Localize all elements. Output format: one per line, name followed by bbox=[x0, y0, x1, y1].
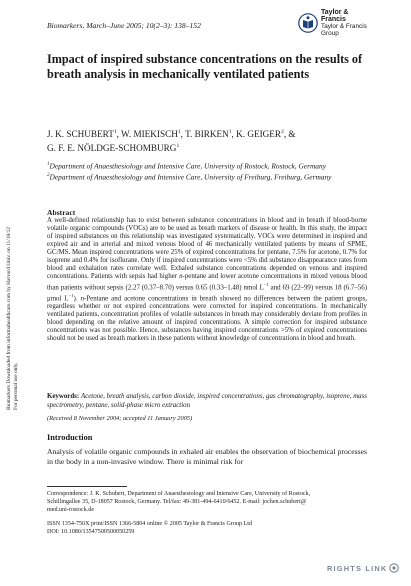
author-name: T. BIRKEN bbox=[185, 129, 229, 140]
watermark-personal-use-line: For personal use only. bbox=[12, 362, 19, 410]
publisher-name: Taylor & Francis bbox=[321, 9, 349, 23]
affiliation-item bbox=[47, 171, 377, 182]
received-dates: (Received 8 November 2004; accepted 11 January 2005) bbox=[47, 415, 193, 422]
abstract-text: -pentane and lower acetone concentrations in mixed venous blood than patients without sepsis (2.27 (0.37–8.70) versus 0.65 (0.33–1.48) nmol L bbox=[47, 272, 367, 291]
keywords bbox=[47, 393, 367, 410]
affiliation-item bbox=[47, 160, 377, 171]
abstract-italic-n: n bbox=[80, 295, 85, 303]
affiliation-text: Department of Anaesthesiology and Intensive Care, University of Freiburg, Freiburg, Germany bbox=[49, 172, 332, 182]
author-affiliation-mark: 1 bbox=[228, 129, 232, 135]
watermark-download-line: Biomarkers Downloaded from informahealthcare.com by Harvard Univ. on 11/18/12 bbox=[5, 227, 12, 410]
doi-line: DOI: 10.1080/13547500500050259 bbox=[47, 528, 135, 535]
abstract-heading: Abstract bbox=[47, 208, 76, 217]
issn-line: ISSN 1354-750X print/ISSN 1366-5804 online © 2005 Taylor & Francis Group Ltd bbox=[47, 521, 253, 527]
author-affiliation-mark: 1 bbox=[113, 129, 117, 135]
introduction-heading: Introduction bbox=[47, 433, 93, 442]
abstract-text: and 69 (22–99) versus 18 (6.7–56) μmol L bbox=[47, 283, 367, 303]
author-name: K. GEIGER bbox=[236, 129, 282, 140]
footnote-rule bbox=[47, 486, 127, 487]
author-conjunction: & bbox=[288, 129, 296, 140]
unit-exponent: −1 bbox=[68, 292, 74, 298]
rightslink-text: RIGHTS LINK bbox=[327, 563, 388, 573]
introduction-text: Analysis of volatile organic compounds in exhaled air enables the observation of biochemical processes in the body in a non-invasive window. There is minimal risk for bbox=[47, 447, 367, 466]
affiliation-mark: 1 bbox=[47, 162, 50, 167]
abstract-text: ). bbox=[73, 295, 81, 303]
abstract-italic-n: n bbox=[179, 272, 183, 280]
correspondence-line: med.uni-rostock.de bbox=[47, 506, 95, 513]
download-watermark bbox=[2, 150, 22, 410]
correspondence-note bbox=[47, 491, 367, 515]
abstract-body bbox=[47, 217, 367, 343]
publisher-group: Taylor & Francis Group bbox=[321, 23, 367, 37]
author-name: G. F. E. NÖLDGE-SCHOMBURG bbox=[47, 143, 177, 154]
correspondence-line: Schillingallee 35, D-18057 Rostock, Germany. Tel/fax: 49-381-494-6410/6452. E-mail: jochen.schubert@ bbox=[47, 498, 307, 505]
affiliation-mark: 2 bbox=[47, 173, 50, 179]
article-title: Impact of inspired substance concentrations on the results of breath analysis in mechanically ventilated patients bbox=[47, 52, 363, 81]
publisher-logo bbox=[298, 9, 370, 37]
publisher-book-icon bbox=[298, 13, 318, 33]
affiliation-text: Department of Anaesthesiology and Intensive Care, University of Rostock, Rostock, Germany bbox=[49, 161, 326, 171]
journal-citation: Biomarkers, March–June 2005; 10(2–3): 138–152 bbox=[47, 21, 201, 30]
author-name: W. MIEKISCH bbox=[121, 129, 178, 140]
author-affiliation-mark: 2 bbox=[281, 129, 284, 135]
rightslink-icon bbox=[389, 563, 399, 573]
abstract-text: -Pentane and acetone concentrations in breath showed no differences between the patient groups, regardless whether or not expired concentrations were corrected for inspired concentrations. In mechanically ventilated patients, concentration profiles of volatile substances in breath may considerably deviate from profiles in blood depending on the relative amount of inspired concentrations. A simple correction for inspired substance concentrations was not possible. Hence, substances having inspired concentrations >5% of expired concentrations should not be used as breath markers in these patients without knowledge of concentrations in blood and breath. bbox=[47, 295, 367, 342]
correspondence-line: Correspondence: J. K. Schubert, Department of Anaesthesiology and Intensive Care, University of Rostock, bbox=[47, 491, 311, 497]
affiliations bbox=[47, 160, 377, 182]
keywords-label: Keywords: bbox=[47, 393, 80, 400]
issn-doi bbox=[47, 521, 367, 537]
unit-exponent: −1 bbox=[263, 281, 269, 287]
rightslink-logo[interactable] bbox=[327, 562, 399, 574]
author-list: J. K. SCHUBERT$^1$, W. MIEKISCH$^1$, T. BIRKEN$^1$, K. GEIGER$^2$, & G. F. E. NÖLDGE-SCHOMBURG$^1$ bbox=[47, 129, 296, 154]
author-affiliation-mark: 1 bbox=[176, 143, 180, 150]
abstract-text: A well-defined relationship has to exist between substance concentrations in blood and in breath if blood-borne volatile organic compounds (VOCs) are to be used as breath markers of disease or health. In this study, the impact of inspired substances on this relationship was investigated systematically. VOCs were determined in inspired and expired air and in arterial and mixed venous blood of 46 mechanically ventilated patients by means of SPME, GC/MS. Mean inspired concentrations were 25% of expired concentrations for pentane, 7.5% for acetone, 0.7% for isoprene and 0.4% for isoflurane. Only if inspired concentrations were <5% did substance disappearance rates from blood and exhalation rates correlate well. Exhaled substance concentrations depended on venous and inspired concentrations. Patients with sepsis had higher bbox=[47, 217, 367, 280]
author-name: J. K. SCHUBERT bbox=[47, 129, 114, 140]
keywords-list: Acetone, breath analysis, carbon dioxide, inspired concentrations, gas chromatography, isoprene, mass spectrometry, pentane, solid-phase micro extraction bbox=[47, 393, 367, 409]
author-affiliation-mark: 1 bbox=[177, 129, 181, 135]
